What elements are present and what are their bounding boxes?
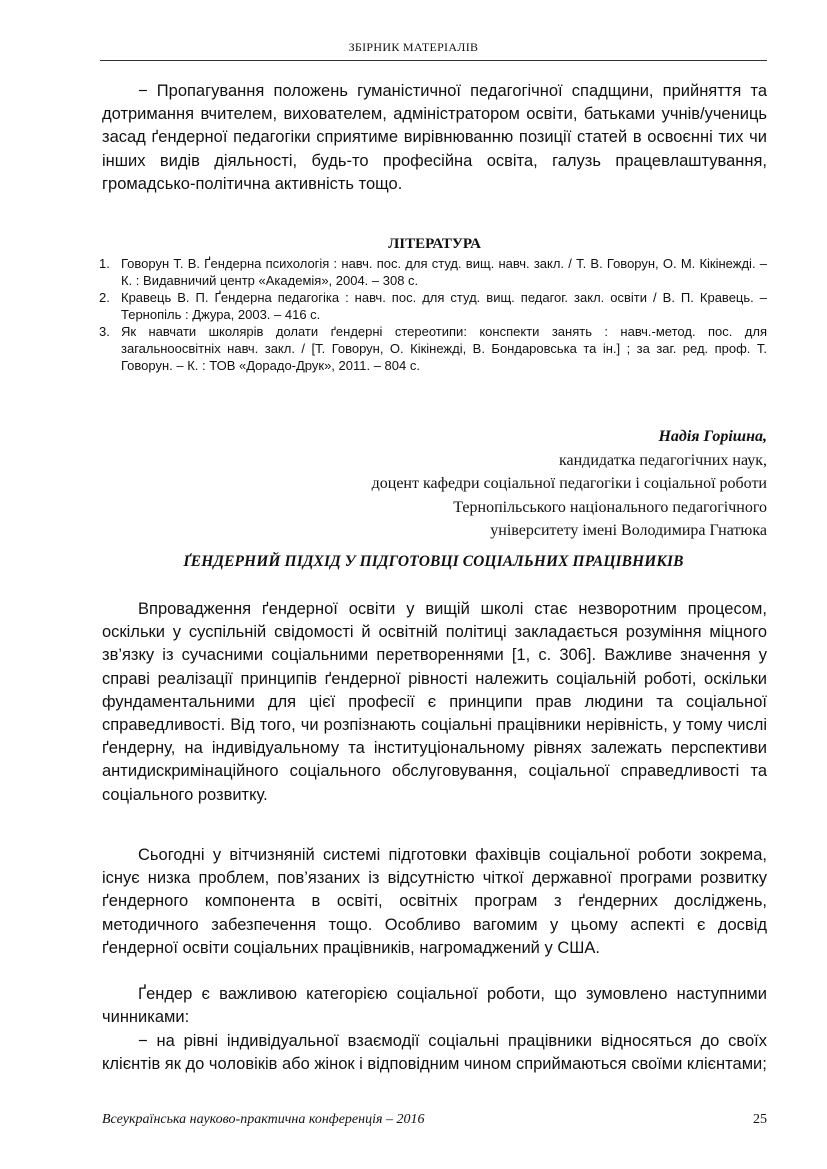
author-block xyxy=(167,425,767,543)
body-paragraph: − на рівні індивідуальної взаємодії соціальні працівники відносяться до своїх клієнтів як до чоловіків або жінок і відповідним чином сприймаються своїми клієнтами; xyxy=(102,1032,767,1074)
references-list xyxy=(99,255,767,374)
reference-number: 2. xyxy=(99,290,110,305)
author-university-line-1: Тернопільського національного педагогічного xyxy=(453,498,767,516)
reference-number: 1. xyxy=(99,256,110,271)
reference-text: Як навчати школярів долати ґендерні стереотипи: конспекти занять : навч.-метод. пос. для загальноосвітніх навч. закл. / [Т. Говорун, О. Кікінежді, В. Бондаровська та ін.] ; за заг. ред. проф. Т. Говорун. – К. : ТОВ «Дорадо-Друк», 2011. – 804 с. xyxy=(121,324,767,373)
reference-text: Кравець В. П. Ґендерна педагогіка : навч. пос. для студ. вищ. педагог. закл. освіти / В. П. Кравець. – Тернопіль : Джура, 2003. – 416 с. xyxy=(121,290,767,322)
page-number: 25 xyxy=(753,1112,767,1127)
body-paragraph: Ґендер є важливою категорією соціальної роботи, що зумовлено наступними чинниками: xyxy=(102,985,767,1027)
running-header: ЗБІРНИК МАТЕРІАЛІВ xyxy=(348,40,479,54)
header-divider xyxy=(100,60,767,61)
author-name: Надія Горішна, xyxy=(658,428,767,445)
body-paragraph: Сьогодні у вітчизняній системі підготовки фахівців соціальної роботи зокрема, існує низка проблем, пов’язаних із відсутністю чіткої державної програми розвитку ґендерного компонента в освіті, освітніх програм з ґендерних досліджень, методичного забезпечення тощо. Особливо вагомим у цьому аспекті є досвід ґендерної освіти соціальних працівників, нагромаджений у США. xyxy=(102,846,767,957)
reference-item xyxy=(99,323,767,374)
reference-number: 3. xyxy=(99,324,110,339)
reference-text: Говорун Т. В. Ґендерна психологія : навч. пос. для студ. вищ. навч. закл. / Т. В. Говорун, О. М. Кікінежді. – К. : Видавничий центр «Академія», 2004. – 308 с. xyxy=(121,256,767,288)
article-title: ҐЕНДЕРНИЙ ПІДХІД У ПІДГОТОВЦІ СОЦІАЛЬНИХ ПРАЦІВНИКІВ xyxy=(183,553,684,570)
author-university-line-2: університету імені Володимира Гнатюка xyxy=(490,522,767,539)
author-degree: кандидатка педагогічних наук, xyxy=(558,451,767,469)
reference-item xyxy=(99,289,767,323)
author-position: доцент кафедри соціальної педагогіки і соціальної роботи xyxy=(371,475,767,492)
footer-conference: Всеукраїнська науково-практична конференція – 2016 xyxy=(102,1112,425,1127)
body-paragraph: Впровадження ґендерної освіти у вищій школі стає незворотним процесом, оскільки у суспільній свідомості й освітній політиці закладається розуміння міцного зв’язку із сучасними соціальними перетвореннями [1, с. 306]. Важливе значення у справі реалізації принципів ґендерної рівності належить соціальній роботі, оскільки фундаментальними для цієї професії є принципи прав людини та соціальної справедливості. Від того, чи розпізнають соціальні працівники нерівність, у тому числі ґендерну, на індивідуальному та інституціональному рівнях залежать перспективи антидискримінаційного соціального обслуговування, соціальної справедливості та соціального розвитку. xyxy=(102,600,767,804)
intro-paragraph: − Пропагування положень гуманістичної педагогічної спадщини, прийняття та дотримання вчителем, вихователем, адміністратором освіти, батьками учнів/учениць засад ґендерної педагогіки сприятиме вирівнюванню позиції статей в освоєнні тих чи інших видів діяльності, будь-то професійна освіта, галузь працевлаштування, громадсько-політична активність тощо. xyxy=(102,82,767,193)
reference-item xyxy=(99,255,767,289)
references-heading: ЛІТЕРАТУРА xyxy=(388,236,481,252)
